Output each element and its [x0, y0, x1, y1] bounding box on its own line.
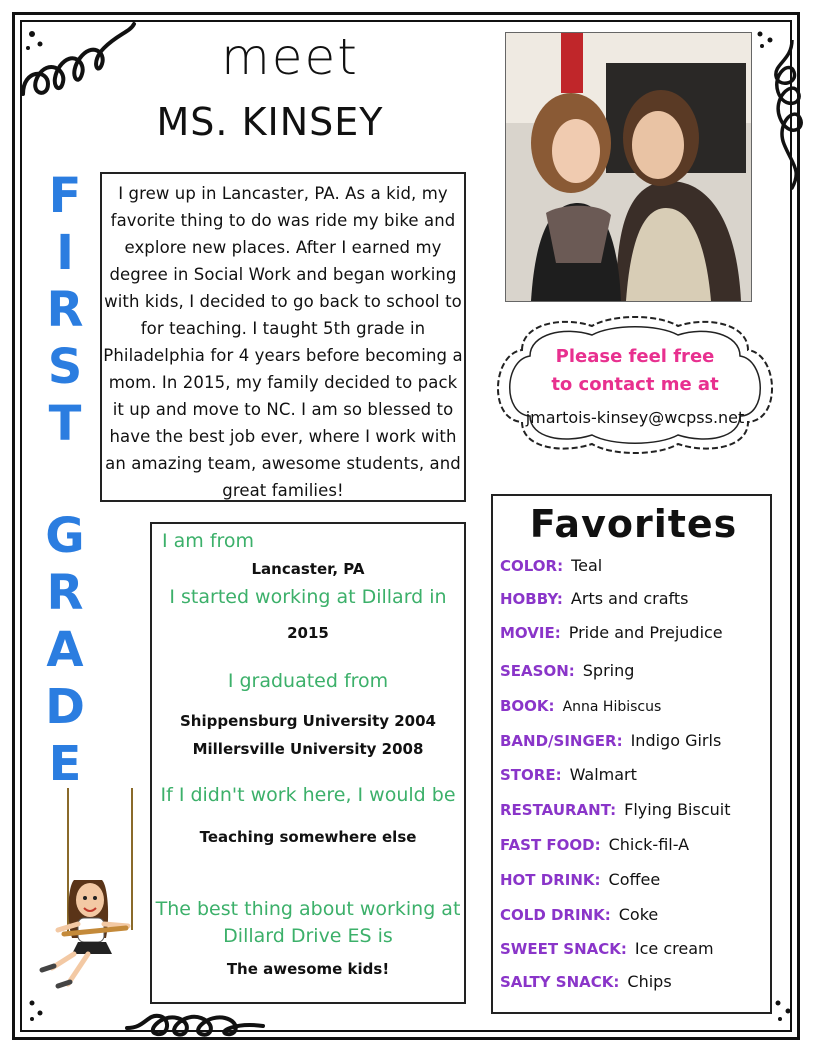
dots-doodle-bottom-right [770, 995, 800, 1025]
favorite-label: SWEET SNACK: [500, 940, 627, 958]
contact-email[interactable]: jmartois-kinsey@wcpss.net [525, 408, 745, 427]
favorite-row [500, 623, 770, 642]
favorite-label: COLD DRINK: [500, 906, 611, 924]
first-word-vertical [40, 168, 90, 453]
letter: R [46, 565, 84, 621]
favorite-row [500, 835, 770, 854]
favorite-row [500, 731, 770, 750]
letter: S [47, 339, 83, 395]
letter: G [45, 508, 85, 564]
favorite-row [500, 696, 770, 715]
favorite-value: Chips [627, 972, 672, 991]
favorite-value: Flying Biscuit [624, 800, 731, 819]
swing-girl-illustration [28, 788, 148, 993]
would-be-value: Teaching somewhere else [199, 828, 417, 846]
swirl-doodle-top-left [18, 14, 138, 104]
favorite-value: Walmart [569, 765, 637, 784]
favorite-value: Teal [571, 556, 603, 575]
best-thing-label-2: Dillard Drive ES is [223, 925, 393, 947]
favorite-row [500, 939, 770, 958]
favorite-row [500, 556, 770, 575]
favorite-label: BAND/SINGER: [500, 732, 623, 750]
letter: T [48, 396, 82, 452]
best-thing-value: The awesome kids! [226, 960, 390, 978]
favorite-label: SEASON: [500, 662, 575, 680]
from-value: Lancaster, PA [251, 560, 365, 578]
swirl-doodle-right [762, 40, 812, 190]
meet-heading: meet [221, 28, 359, 86]
favorite-label: SALTY SNACK: [500, 973, 620, 991]
bio-text: I grew up in Lancaster, PA. As a kid, my favorite thing to do was ride my bike and explore new places. After I earned my degree in Social Work and began working with kids, I decided to go back to school to for teaching. I taught 5th grade in Philadelphia for 4 years before becoming a mom. In 2015, my family decided to pack it up and move to NC. I am so blessed to have the best job ever, where I work with an amazing team, awesome students, and great families! [103, 184, 463, 500]
favorite-label: BOOK: [500, 697, 555, 715]
favorite-label: HOBBY: [500, 590, 563, 608]
favorite-value: Chick-fil-A [608, 835, 690, 854]
favorite-value: Coffee [608, 870, 661, 889]
bio-box [100, 172, 466, 502]
would-be-label: If I didn't work here, I would be [160, 784, 456, 806]
favorite-row [500, 589, 770, 608]
dots-doodle-bottom-left [26, 995, 56, 1025]
favorite-value: Coke [618, 905, 659, 924]
contact-heading-line2: to contact me at [551, 374, 719, 395]
grade-word-vertical [40, 508, 90, 793]
graduated-value-1: Shippensburg University 2004 [180, 712, 436, 730]
teacher-photo-image [506, 33, 751, 301]
swirl-doodle-bottom [125, 1008, 265, 1048]
from-label: I am from [162, 530, 255, 552]
favorite-value: Ice cream [634, 939, 714, 958]
favorite-value: Anna Hibiscus [562, 699, 662, 715]
favorite-value: Indigo Girls [630, 731, 722, 750]
favorite-row [500, 765, 770, 784]
started-value: 2015 [287, 624, 329, 642]
favorite-label: RESTAURANT: [500, 801, 617, 819]
favorite-label: HOT DRINK: [500, 871, 601, 889]
letter: E [48, 736, 82, 792]
favorite-row [500, 905, 770, 924]
favorites-title: Favorites [529, 502, 738, 546]
favorite-label: COLOR: [500, 557, 564, 575]
letter: A [46, 622, 84, 678]
favorite-label: FAST FOOD: [500, 836, 601, 854]
letter: R [46, 282, 84, 338]
dots-doodle-top-right [754, 28, 784, 52]
favorite-row [500, 800, 770, 819]
favorite-value: Arts and crafts [570, 589, 689, 608]
started-label: I started working at Dillard in [169, 586, 447, 608]
letter: I [56, 225, 74, 281]
favorite-value: Spring [582, 661, 635, 680]
contact-bubble [482, 310, 788, 460]
favorite-row [500, 661, 770, 680]
favorite-label: MOVIE: [500, 624, 561, 642]
about-me-box [150, 522, 466, 1004]
contact-heading-line1: Please feel free [555, 346, 715, 367]
teacher-name: MS. KINSEY [156, 100, 384, 144]
favorite-row [500, 972, 770, 991]
teacher-photo [505, 32, 752, 302]
favorite-label: STORE: [500, 766, 562, 784]
letter: D [45, 679, 85, 735]
favorite-row [500, 870, 770, 889]
favorite-value: Pride and Prejudice [568, 623, 723, 642]
graduated-label: I graduated from [227, 670, 389, 692]
favorites-box [491, 494, 772, 1014]
graduated-value-2: Millersville University 2008 [192, 740, 424, 758]
letter: F [48, 168, 82, 224]
best-thing-label-1: The best thing about working at [155, 898, 461, 920]
